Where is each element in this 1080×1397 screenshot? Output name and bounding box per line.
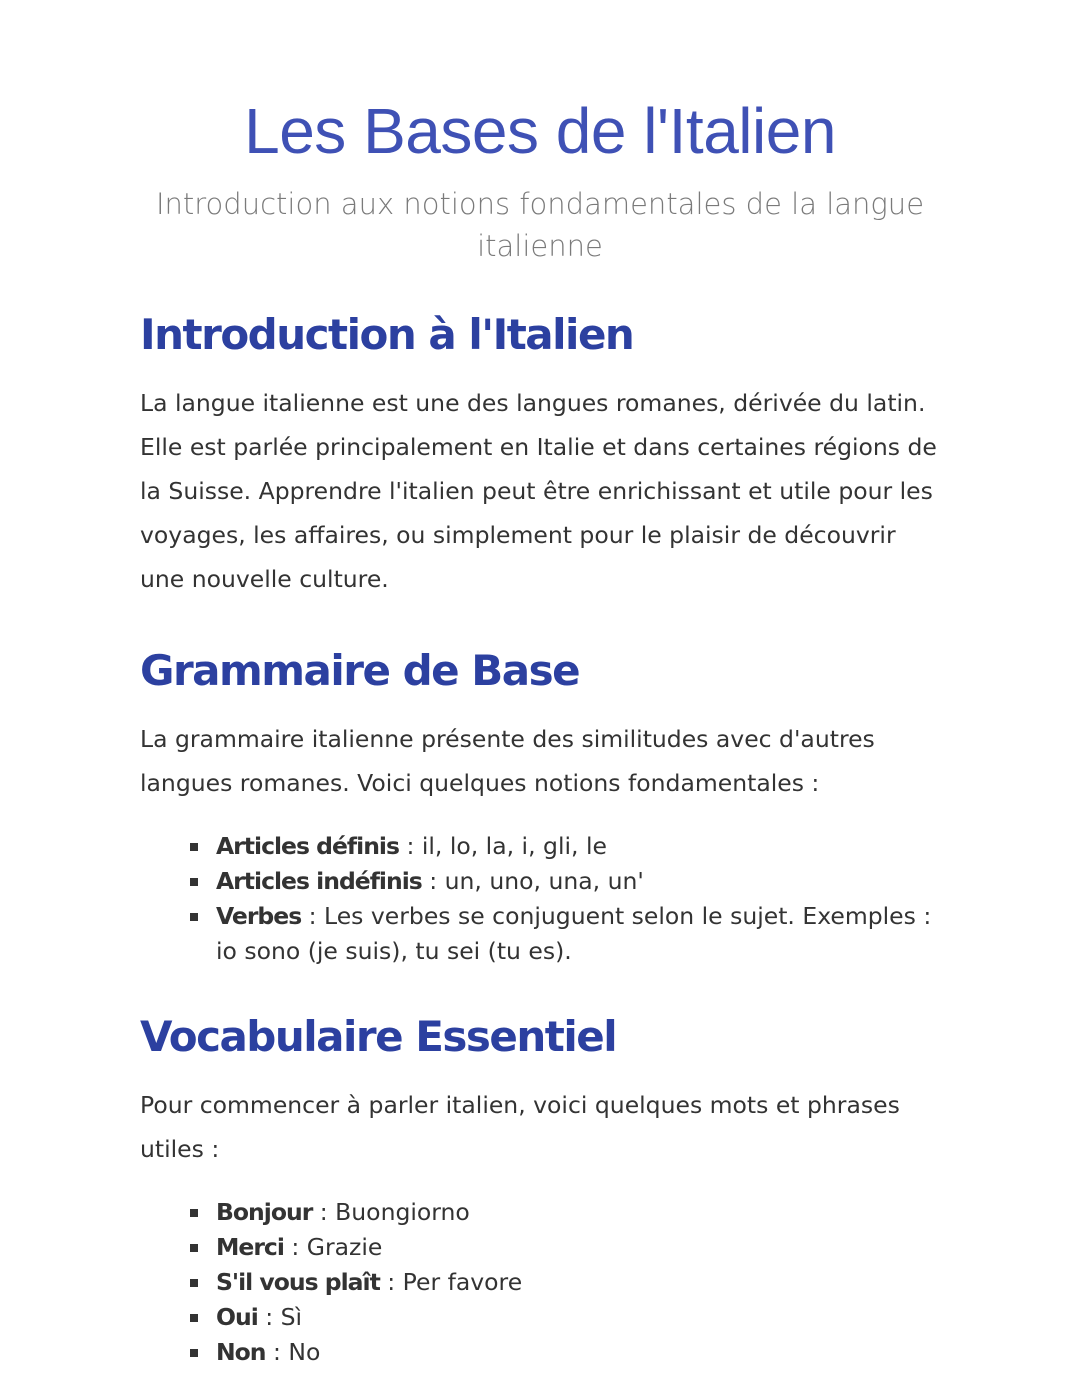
section-grammar bbox=[140, 643, 940, 969]
list-item bbox=[188, 1300, 940, 1335]
section-paragraph: Pour commencer à parler italien, voici quelques mots et phrases utiles : bbox=[140, 1091, 900, 1163]
document-title: Les Bases de l'Italien bbox=[244, 95, 836, 167]
vocabulary-list bbox=[140, 1195, 940, 1370]
list-item-text: : Les verbes se conjuguent selon le sujet. Exemples : io sono (je suis), tu sei (tu es). bbox=[216, 902, 932, 965]
list-item-term: Articles définis bbox=[216, 832, 399, 860]
list-item-term: Verbes bbox=[216, 902, 302, 930]
list-item-text: : un, uno, una, un' bbox=[421, 867, 644, 895]
list-item-text: : Buongiorno bbox=[312, 1198, 470, 1226]
list-item-term: Non bbox=[216, 1338, 266, 1366]
document-page bbox=[140, 95, 940, 1370]
list-item bbox=[188, 1195, 940, 1230]
list-item bbox=[188, 829, 940, 864]
list-item-term: Oui bbox=[216, 1303, 258, 1331]
section-vocabulary bbox=[140, 1009, 940, 1370]
section-heading: Introduction à l'Italien bbox=[140, 310, 634, 359]
section-paragraph: La langue italienne est une des langues romanes, dérivée du latin. Elle est parlée principalement en Italie et dans certaines régions de la Suisse. Apprendre l'italien peut être enrichissant et utile pour les voyages, les affaires, ou simplement pour le plaisir de découvrir une nouvelle culture. bbox=[140, 389, 937, 593]
section-introduction bbox=[140, 307, 940, 601]
list-item-text: : No bbox=[265, 1338, 321, 1366]
document-subtitle: Introduction aux notions fondamentales de la langue italienne bbox=[155, 187, 925, 263]
list-item-text: : Grazie bbox=[283, 1233, 383, 1261]
list-item bbox=[188, 1335, 940, 1370]
section-heading: Grammaire de Base bbox=[140, 646, 580, 695]
list-item bbox=[188, 899, 940, 969]
list-item bbox=[188, 864, 940, 899]
list-item bbox=[188, 1230, 940, 1265]
list-item-term: Articles indéfinis bbox=[216, 867, 422, 895]
list-item-text: : Per favore bbox=[379, 1268, 523, 1296]
list-item-term: Merci bbox=[216, 1233, 284, 1261]
list-item-text: : il, lo, la, i, gli, le bbox=[398, 832, 607, 860]
list-item bbox=[188, 1265, 940, 1300]
grammar-list bbox=[140, 829, 940, 969]
list-item-term: Bonjour bbox=[216, 1198, 313, 1226]
section-heading: Vocabulaire Essentiel bbox=[140, 1012, 617, 1061]
section-paragraph: La grammaire italienne présente des similitudes avec d'autres langues romanes. Voici quelques notions fondamentales : bbox=[140, 725, 875, 797]
list-item-term: S'il vous plaît bbox=[216, 1268, 380, 1296]
list-item-text: : Sì bbox=[257, 1303, 303, 1331]
